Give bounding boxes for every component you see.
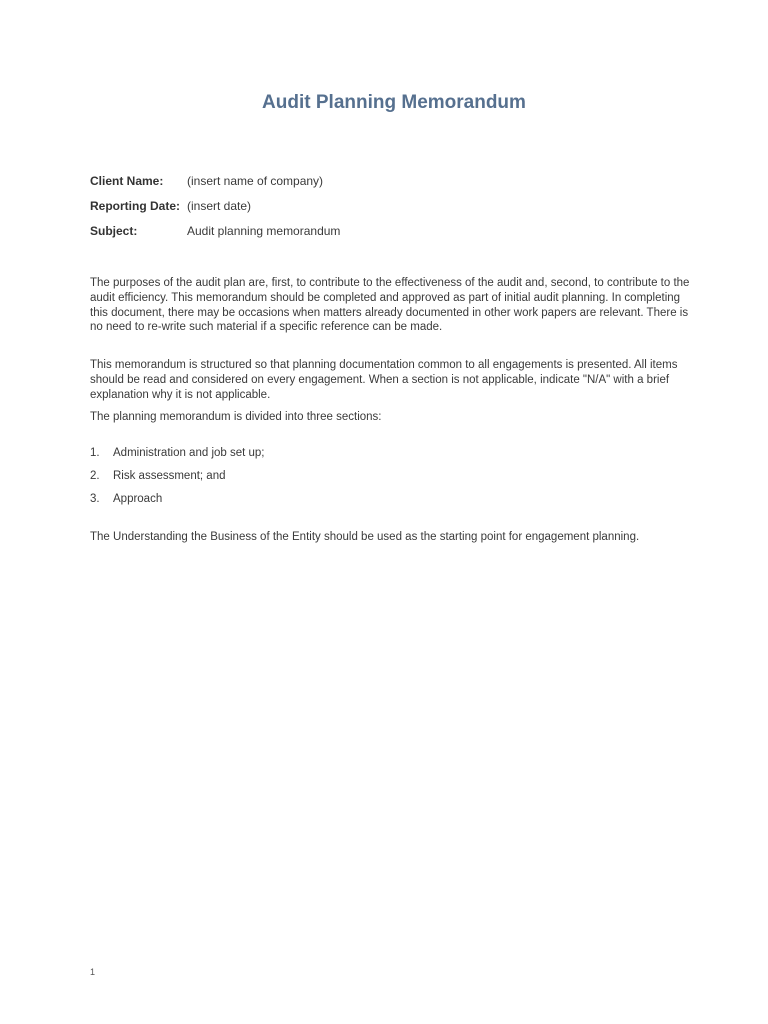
closing-paragraph: The Understanding the Business of the Entity should be used as the starting point for engagement planning. — [90, 531, 640, 543]
subject-row — [90, 224, 340, 249]
client-name-row — [90, 174, 340, 199]
list-item — [90, 493, 265, 516]
reporting-date-row — [90, 199, 340, 224]
structure-paragraph: This memorandum is structured so that planning documentation common to all engagements is presented. All items should be read and considered on every engagement. When a section is not applicable, indicate "N/A" with a brief explanation why it is not applicable. — [90, 359, 678, 401]
subject-value: Audit planning memorandum — [187, 224, 341, 238]
list-item-number: 2. — [90, 470, 100, 482]
list-item-number: 1. — [90, 447, 100, 459]
subject-label: Subject: — [90, 224, 138, 238]
page-number: 1 — [90, 967, 96, 977]
reporting-date-label: Reporting Date: — [90, 199, 180, 213]
list-item-number: 3. — [90, 493, 100, 505]
reporting-date-value: (insert date) — [187, 199, 252, 213]
list-item-text: Administration and job set up; — [113, 447, 265, 459]
document-title: Audit Planning Memorandum — [262, 92, 526, 113]
sections-intro-paragraph: The planning memorandum is divided into three sections: — [90, 411, 382, 423]
client-name-value: (insert name of company) — [187, 174, 324, 188]
client-name-label: Client Name: — [90, 174, 164, 188]
list-item — [90, 470, 265, 493]
list-item-text: Approach — [113, 493, 163, 505]
purpose-paragraph: The purposes of the audit plan are, first, to contribute to the effectiveness of the audit and, second, to contribute to the audit efficiency. This memorandum should be completed and approved as part of initial audit planning. In completing this document, there may be occasions when matters already documented in other work papers are relevant. There is no need to re-write such material if a specific reference can be made. — [90, 277, 690, 334]
list-item-text: Risk assessment; and — [113, 470, 226, 482]
list-item — [90, 447, 265, 470]
sections-list — [90, 447, 265, 516]
memo-header-fields — [90, 174, 340, 249]
